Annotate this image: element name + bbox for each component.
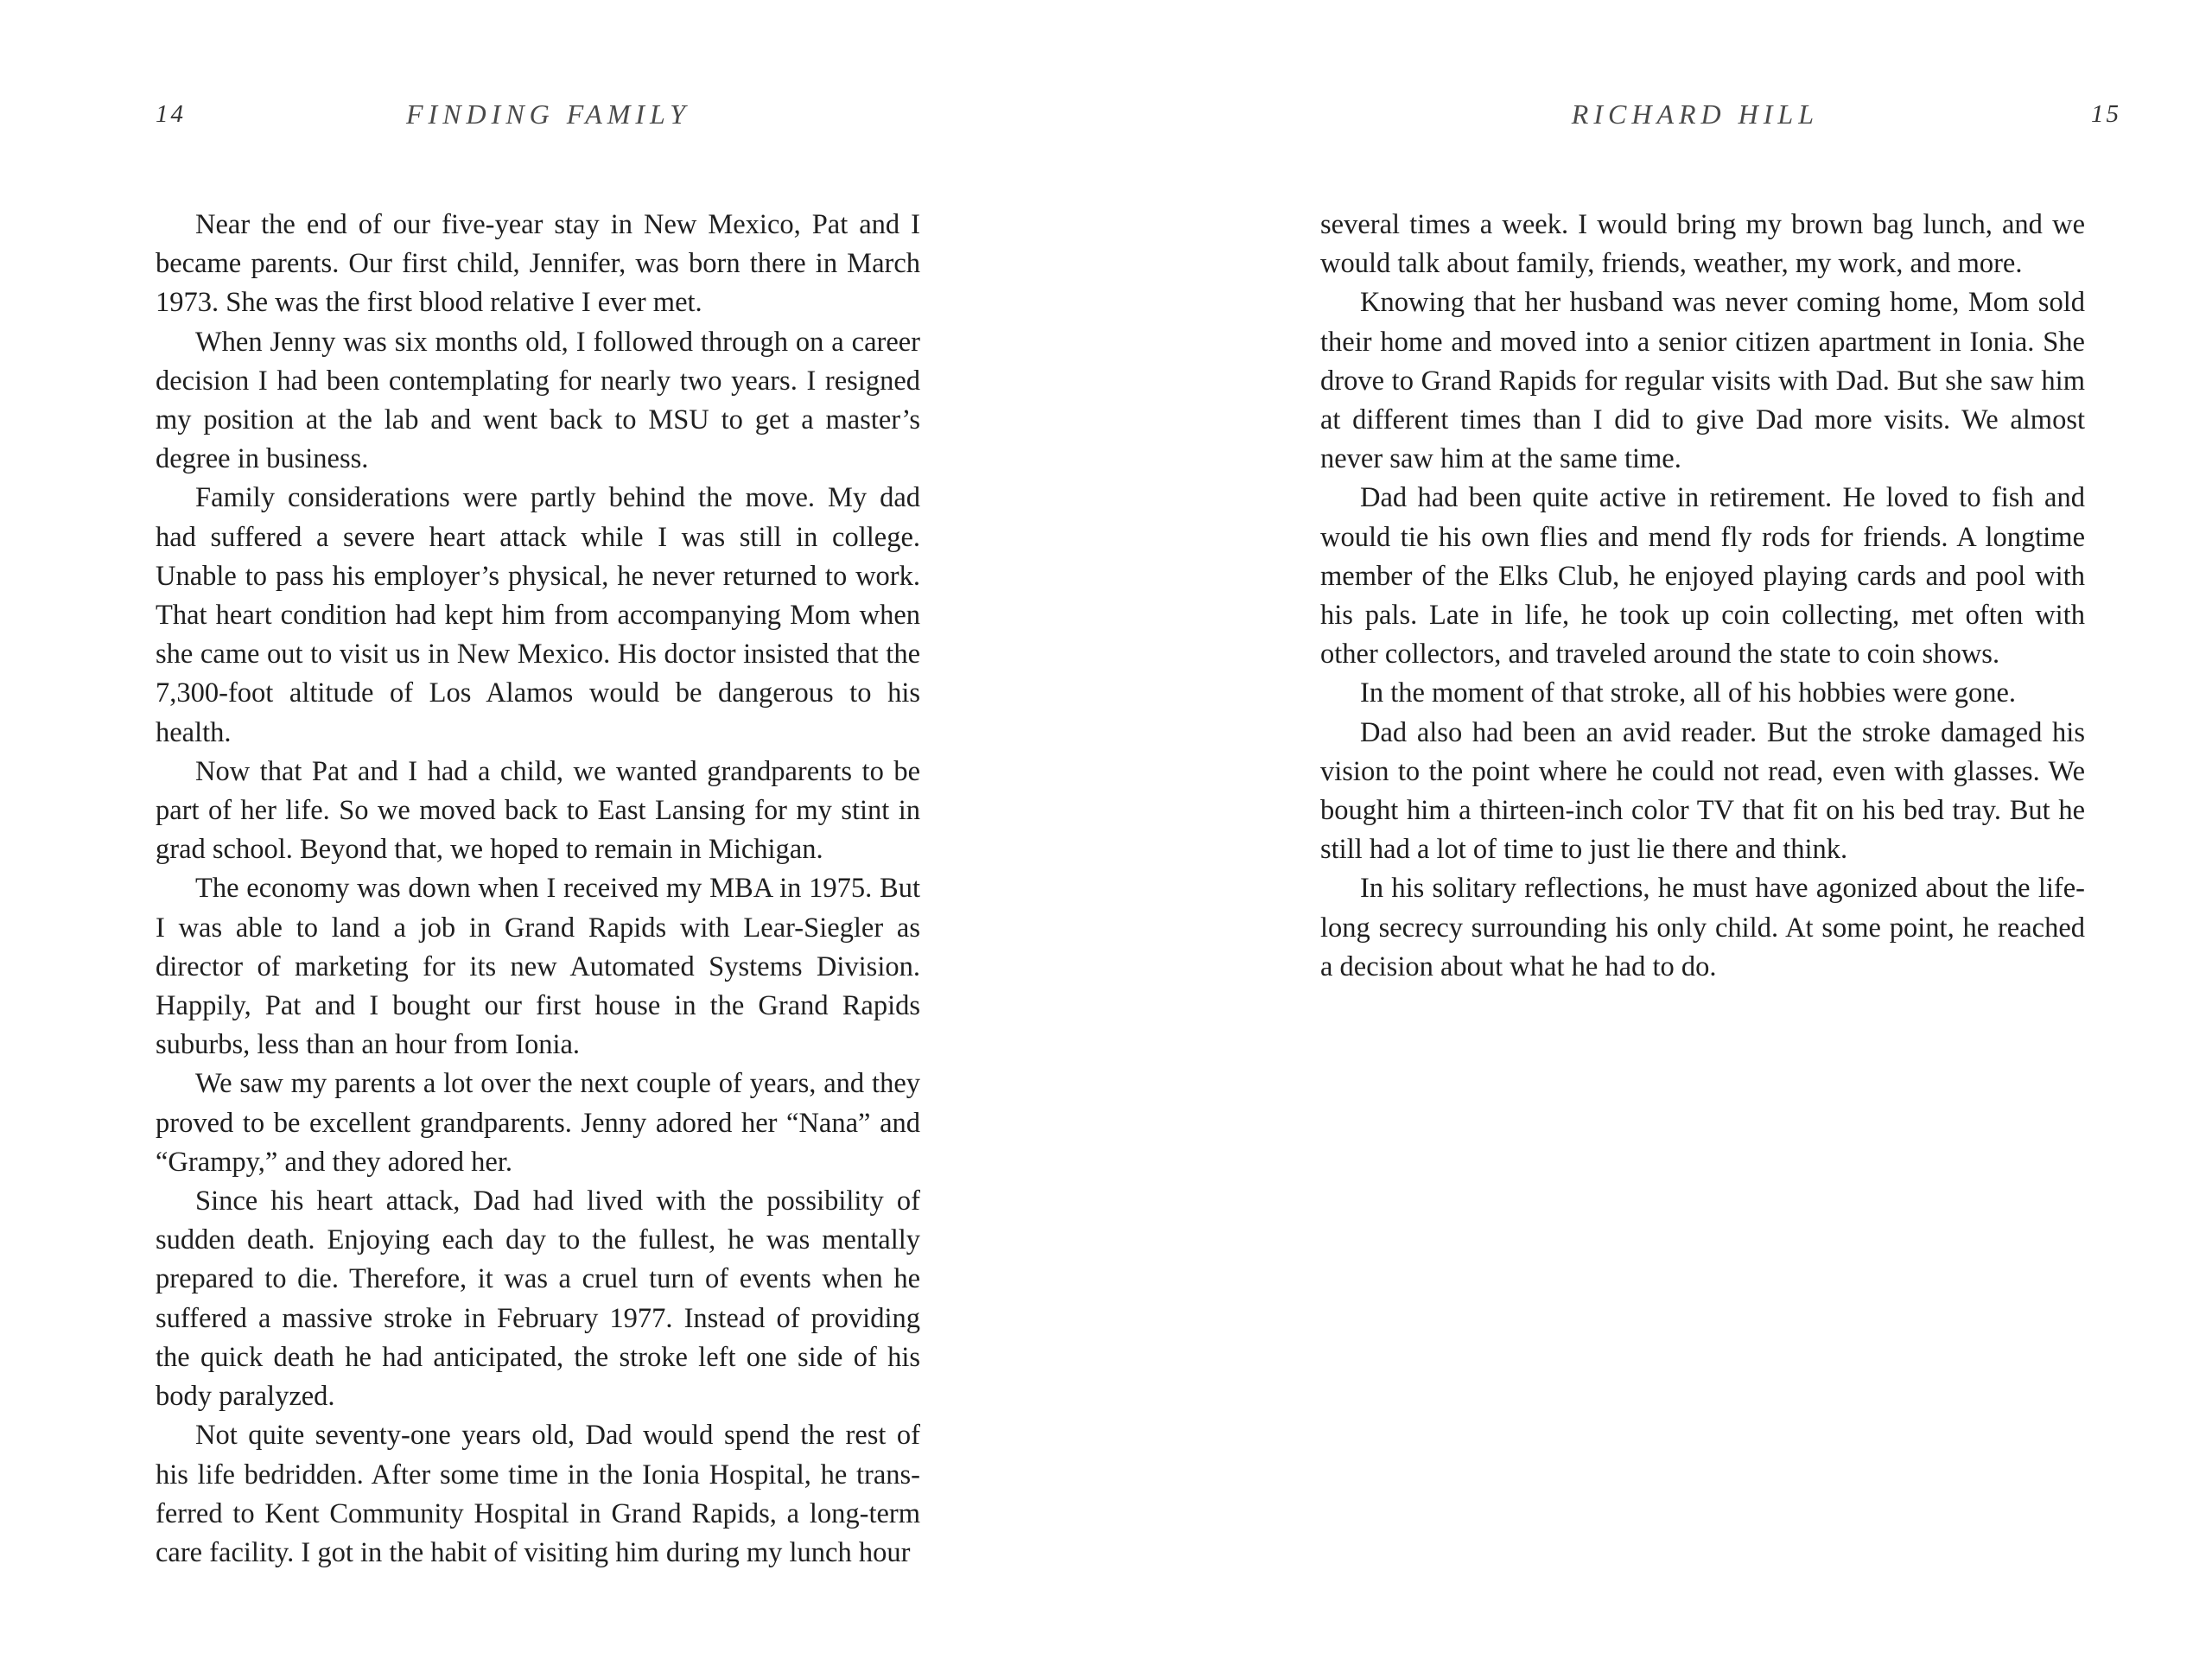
paragraph-continued: several times a week. I would bring my brown bag lunch, and we would talk about family, friends, weather, my work, and more. xyxy=(1320,209,2085,280)
page-number: 14 xyxy=(156,100,186,128)
paragraph: The economy was down when I received my MBA in 1975. But I was able to land a job in Grand Rapids with Lear-Siegler as director of marketing for its new Automated Systems Division. Happily, Pat and I bought our first house in the Grand Rapids suburbs, less than an hour from Ionia. xyxy=(156,873,920,1061)
paragraph: When Jenny was six months old, I followed through on a career decision I had been contemplating for nearly two years. I resigned my position at the lab and went back to MSU to get a master’s degree in business. xyxy=(156,326,920,475)
page-number: 15 xyxy=(2091,100,2121,128)
paragraph: Knowing that her husband was never coming home, Mom sold their home and moved into a senior citizen apartment in Ionia. She drove to Grand Rapids for regular visits with Dad. But she saw him at different times than I did to give Dad more visits. We almost never saw him at the same time. xyxy=(1320,287,2085,475)
paragraph: Dad had been quite active in retirement. He loved to fish and would tie his own flies and mend fly rods for friends. A longtime member of the Elks Club, he enjoyed playing cards and pool with his pals. Late in life, he took up coin collecting, met often with other collectors, and traveled around the state to coin shows. xyxy=(1320,482,2085,671)
paragraph: Family considerations were partly behind the move. My dad had suffered a severe heart attack while I was still in college. Unable to pass his employer’s physical, he never returned to work. That heart condition had kept him from accompanying Mom when she came out to visit us in New Mexico. His doctor insisted that the 7,300-foot altitude of Los Alamos would be dangerous to his health. xyxy=(156,482,920,748)
paragraph: In the moment of that stroke, all of his hobbies were gone. xyxy=(1360,677,2017,709)
right-page xyxy=(1106,0,2212,1659)
paragraph: Not quite seventy-one years old, Dad would spend the rest of his life bedridden. After some time in the Ionia Hospital, he transferred to Kent Community Hospital in Grand Rapids, a long-term care facility. I got in the habit of visiting him during my lunch hour xyxy=(156,1420,920,1568)
paragraph: We saw my parents a lot over the next couple of years, and they proved to be excellent grandparents. Jenny adored her “Nana” and “Grampy,” and they adored her. xyxy=(156,1068,920,1178)
paragraph: Now that Pat and I had a child, we wanted grandparents to be part of her life. So we moved back to East Lansing for my stint in grad school. Beyond that, we hoped to remain in Michigan. xyxy=(156,755,920,866)
running-head-title: FINDING FAMILY xyxy=(406,99,690,130)
paragraph: Since his heart attack, Dad had lived with the possibility of sudden death. Enjoying each day to the fullest, he was mentally prepared to die. Therefore, it was a cruel turn of events when he suffered a massive stroke in February 1977. Instead of providing the quick death he had anticipated, the stroke left one side of his body paralyzed. xyxy=(156,1185,920,1413)
paragraph: Near the end of our five-year stay in New Mexico, Pat and I became parents. Our first child, Jennifer, was born there in March 1973. She was the first blood relative I ever met. xyxy=(156,209,920,319)
paragraph: In his solitary reflections, he must have agonized about the lifelong secrecy surrounding his only child. At some point, he reached a decision about what he had to do. xyxy=(1320,873,2085,982)
running-head-author: RICHARD HILL xyxy=(1571,99,1819,130)
body-text xyxy=(156,206,920,1573)
body-text xyxy=(1320,206,2085,987)
paragraph: Dad also had been an avid reader. But the stroke damaged his vision to the point where he could not read, even with glasses. We bought him a thirteen-inch color TV that fit on his bed tray. But he still had a lot of time to just lie there and think. xyxy=(1320,716,2085,866)
